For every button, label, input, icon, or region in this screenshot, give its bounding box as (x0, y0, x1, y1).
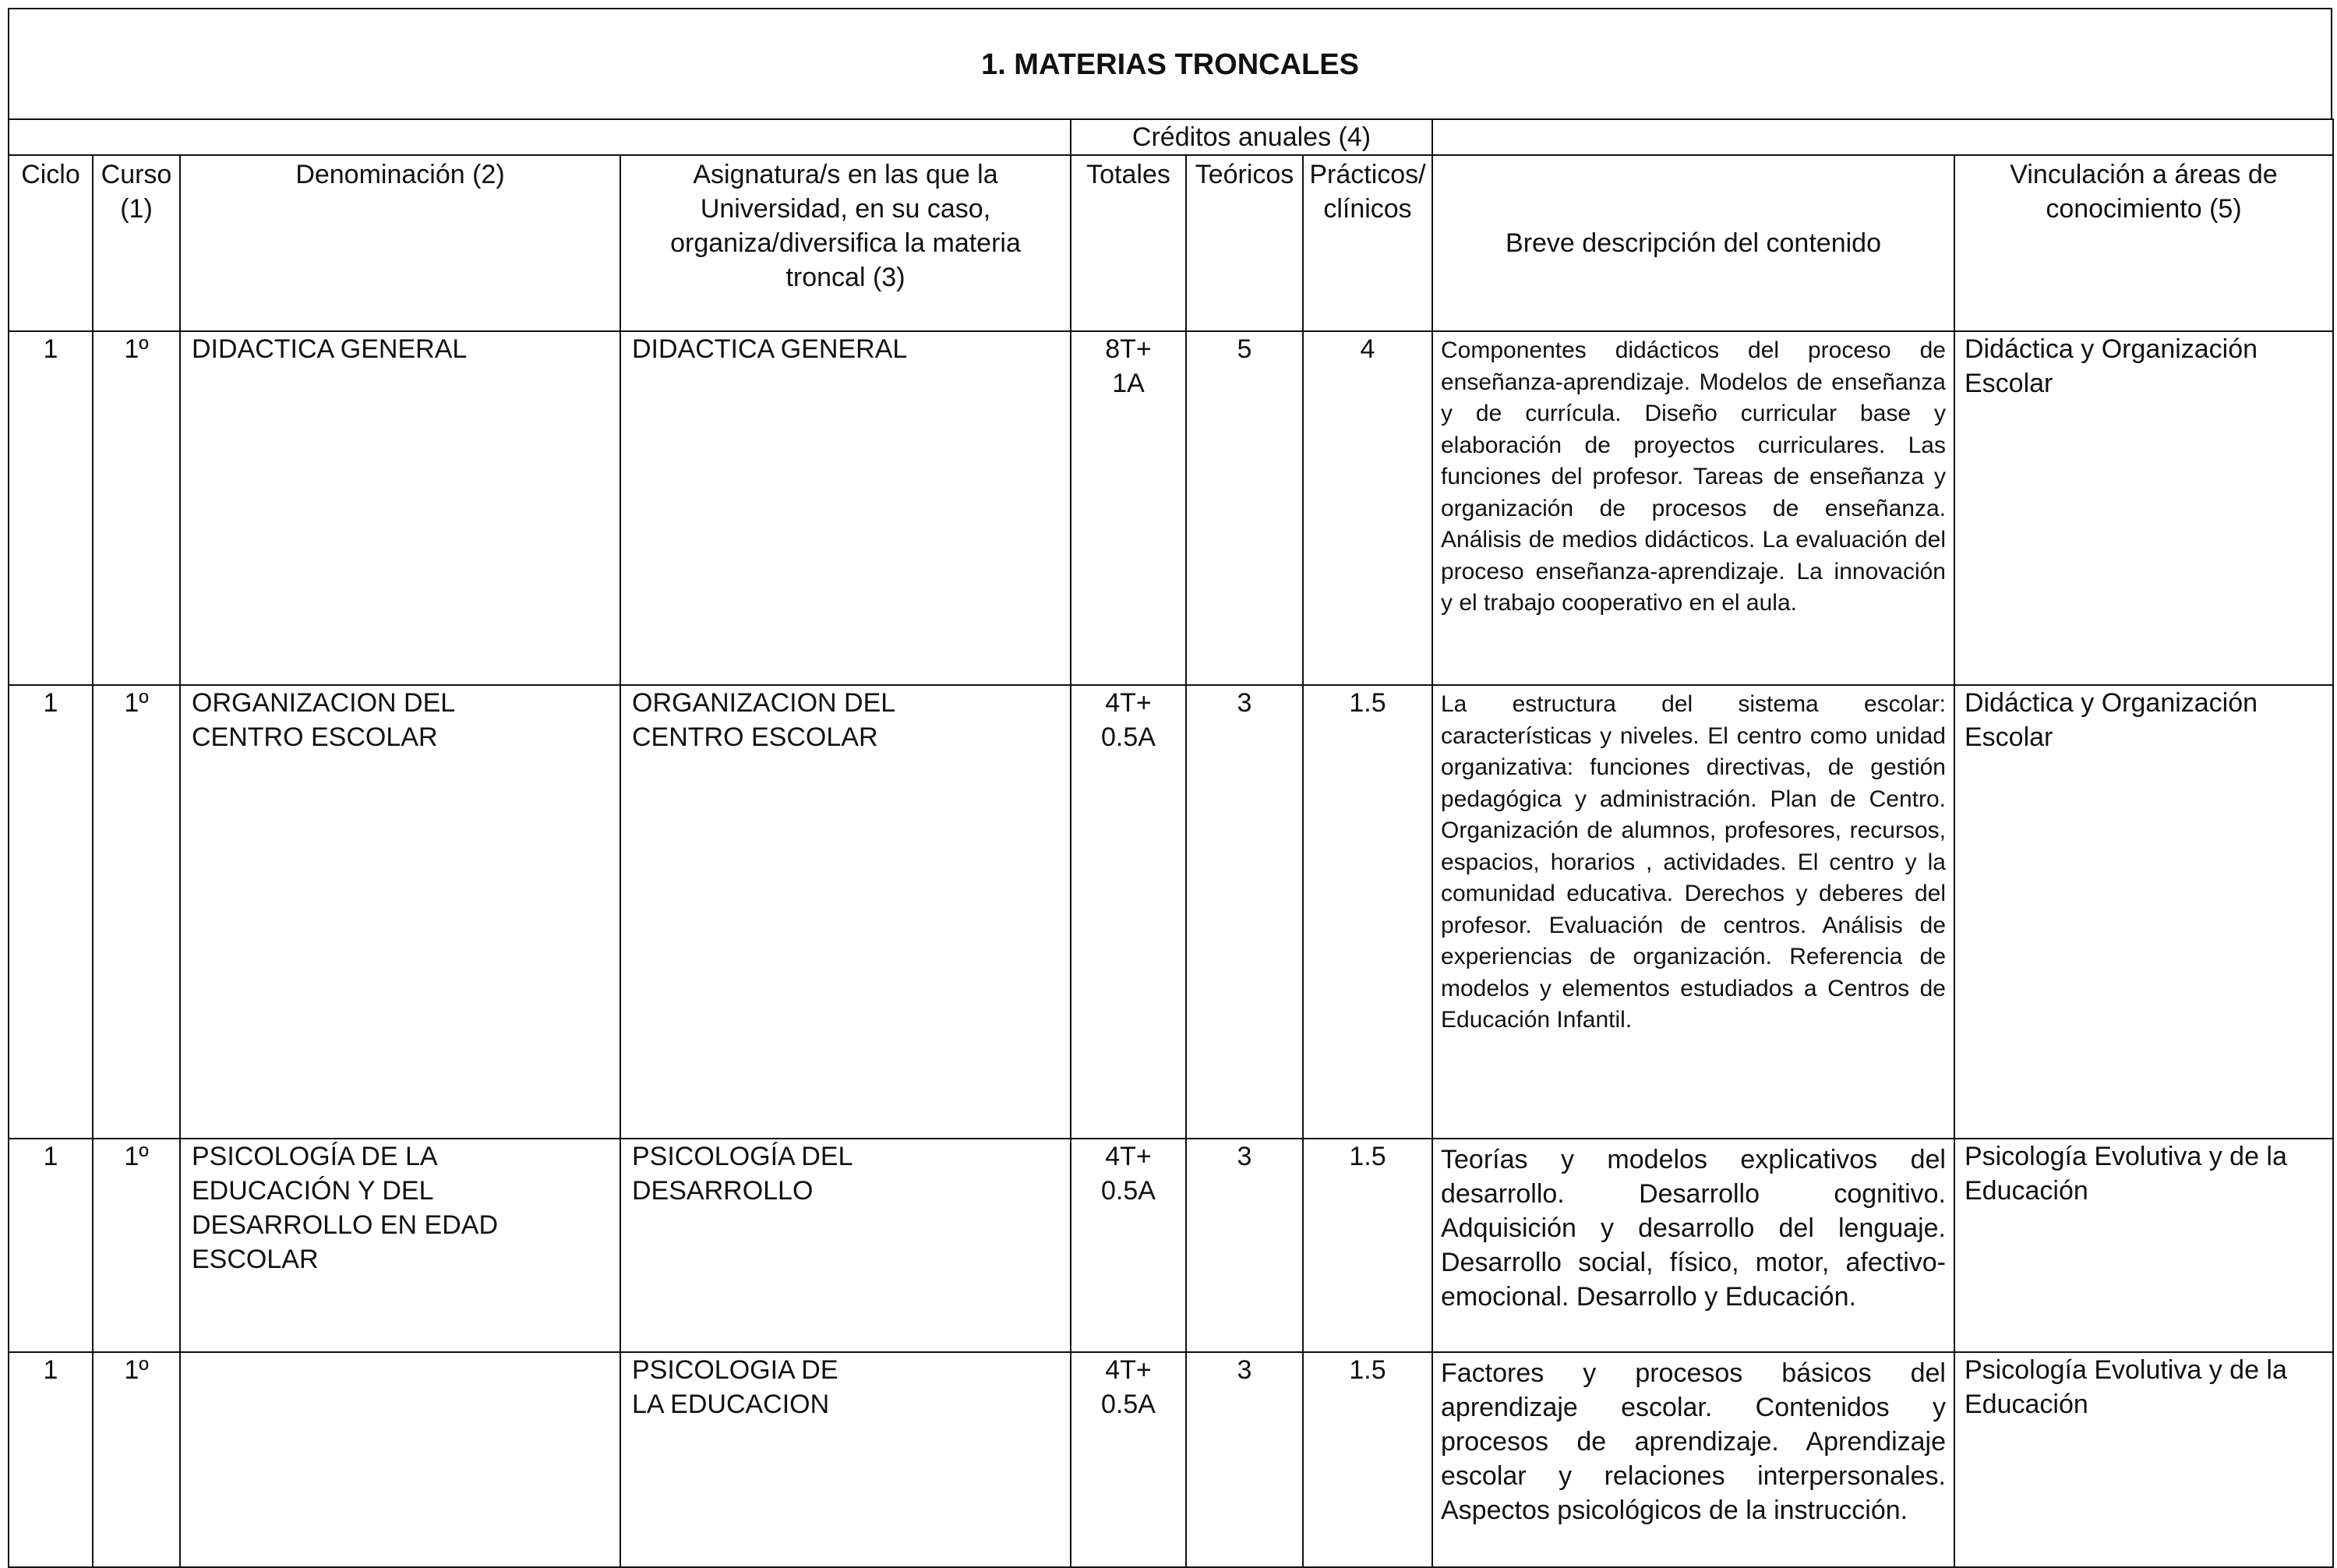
cell-teoricos: 3 (1186, 1139, 1303, 1352)
cell-vinculacion: Didáctica y Organización Escolar (1954, 331, 2333, 685)
cell-totales: 4T+ 0.5A (1071, 1352, 1186, 1567)
header-vinculacion: Vinculación a áreas de conocimiento (5) (1954, 155, 2333, 331)
cell-descripcion: La estructura del sistema escolar: características y niveles. El centro como unidad organizativa: funciones directivas, de gestión pedagógica y administración. Plan de Centro. Organización de alumnos, profesores, recursos, espacios, horarios , actividades. El centro y la comunidad educativa. Derechos y deberes del profesor. Evaluación de centros. Análisis de experiencias de organización. Referencia de modelos y elementos estudiados a Centros de Educación Infantil. (1432, 685, 1954, 1139)
cell-teoricos: 5 (1186, 331, 1303, 685)
cell-descripcion: Teorías y modelos explicativos del desarrollo. Desarrollo cognitivo. Adquisición y desarrollo del lenguaje. Desarrollo social, físico, motor, afectivo-emocional. Desarrollo y Educación. (1432, 1139, 1954, 1352)
cell-teoricos: 3 (1186, 685, 1303, 1139)
cell-asignatura: PSICOLOGÍA DEL DESARROLLO (620, 1139, 1071, 1352)
page-title: 1. MATERIAS TRONCALES (981, 48, 1359, 81)
cell-curso: 1º (93, 331, 180, 685)
cell-practicos: 4 (1303, 331, 1432, 685)
document-sheet (8, 8, 2332, 1539)
cell-vinculacion: Didáctica y Organización Escolar (1954, 685, 2333, 1139)
cell-practicos: 1.5 (1303, 1352, 1432, 1567)
header-denominacion: Denominación (2) (180, 155, 620, 331)
table-row (9, 331, 2333, 685)
header-teoricos: Teóricos (1186, 155, 1303, 331)
header-asignaturas: Asignatura/s en las que la Universidad, en su caso, organiza/diversifica la materia troncal (3) (620, 155, 1071, 331)
header-group-spacer (9, 119, 1071, 155)
cell-totales: 4T+ 0.5A (1071, 1139, 1186, 1352)
cell-curso: 1º (93, 1352, 180, 1567)
cell-curso: 1º (93, 1139, 180, 1352)
table-row (9, 685, 2333, 1139)
creditos-group-header: Créditos anuales (4) (1071, 119, 1432, 155)
cell-descripcion: Componentes didácticos del proceso de enseñanza-aprendizaje. Modelos de enseñanza y de currícula. Diseño curricular base y elaboración de proyectos curriculares. Las funciones del profesor. Tareas de enseñanza y organización de procesos de enseñanza. Análisis de medios didácticos. La evaluación del proceso enseñanza-aprendizaje. La innovación y el trabajo cooperativo en el aula. (1432, 331, 1954, 685)
cell-curso: 1º (93, 685, 180, 1139)
cell-asignatura: PSICOLOGIA DE LA EDUCACION (620, 1352, 1071, 1567)
cell-ciclo: 1 (9, 331, 93, 685)
cell-vinculacion: Psicología Evolutiva y de la Educación (1954, 1139, 2333, 1352)
cell-ciclo: 1 (9, 1139, 93, 1352)
cell-ciclo: 1 (9, 1352, 93, 1567)
cell-totales: 8T+ 1A (1071, 331, 1186, 685)
header-descripcion: Breve descripción del contenido (1432, 155, 1954, 331)
materias-table (8, 118, 2334, 1568)
cell-denominacion: ORGANIZACION DEL CENTRO ESCOLAR (180, 685, 620, 1139)
table-row (9, 1139, 2333, 1352)
cell-denominacion (180, 1352, 620, 1567)
cell-totales: 4T+ 0.5A (1071, 685, 1186, 1139)
title-box (8, 8, 2332, 118)
cell-descripcion: Factores y procesos básicos del aprendizaje escolar. Contenidos y procesos de aprendizaje. Aprendizaje escolar y relaciones interpersonales. Aspectos psicológicos de la instrucción. (1432, 1352, 1954, 1567)
header-row (9, 155, 2333, 331)
cell-asignatura: DIDACTICA GENERAL (620, 331, 1071, 685)
header-totales: Totales (1071, 155, 1186, 331)
header-group-spacer-right (1432, 119, 2333, 155)
cell-denominacion: DIDACTICA GENERAL (180, 331, 620, 685)
cell-ciclo: 1 (9, 685, 93, 1139)
cell-asignatura: ORGANIZACION DEL CENTRO ESCOLAR (620, 685, 1071, 1139)
cell-vinculacion: Psicología Evolutiva y de la Educación (1954, 1352, 2333, 1567)
header-ciclo: Ciclo (9, 155, 93, 331)
cell-practicos: 1.5 (1303, 1139, 1432, 1352)
header-practicos: Prácticos/ clínicos (1303, 155, 1432, 331)
header-group-row (9, 119, 2333, 155)
header-curso: Curso (1) (93, 155, 180, 331)
cell-practicos: 1.5 (1303, 685, 1432, 1139)
table-row (9, 1352, 2333, 1567)
cell-teoricos: 3 (1186, 1352, 1303, 1567)
cell-denominacion: PSICOLOGÍA DE LA EDUCACIÓN Y DEL DESARROLLO EN EDAD ESCOLAR (180, 1139, 620, 1352)
